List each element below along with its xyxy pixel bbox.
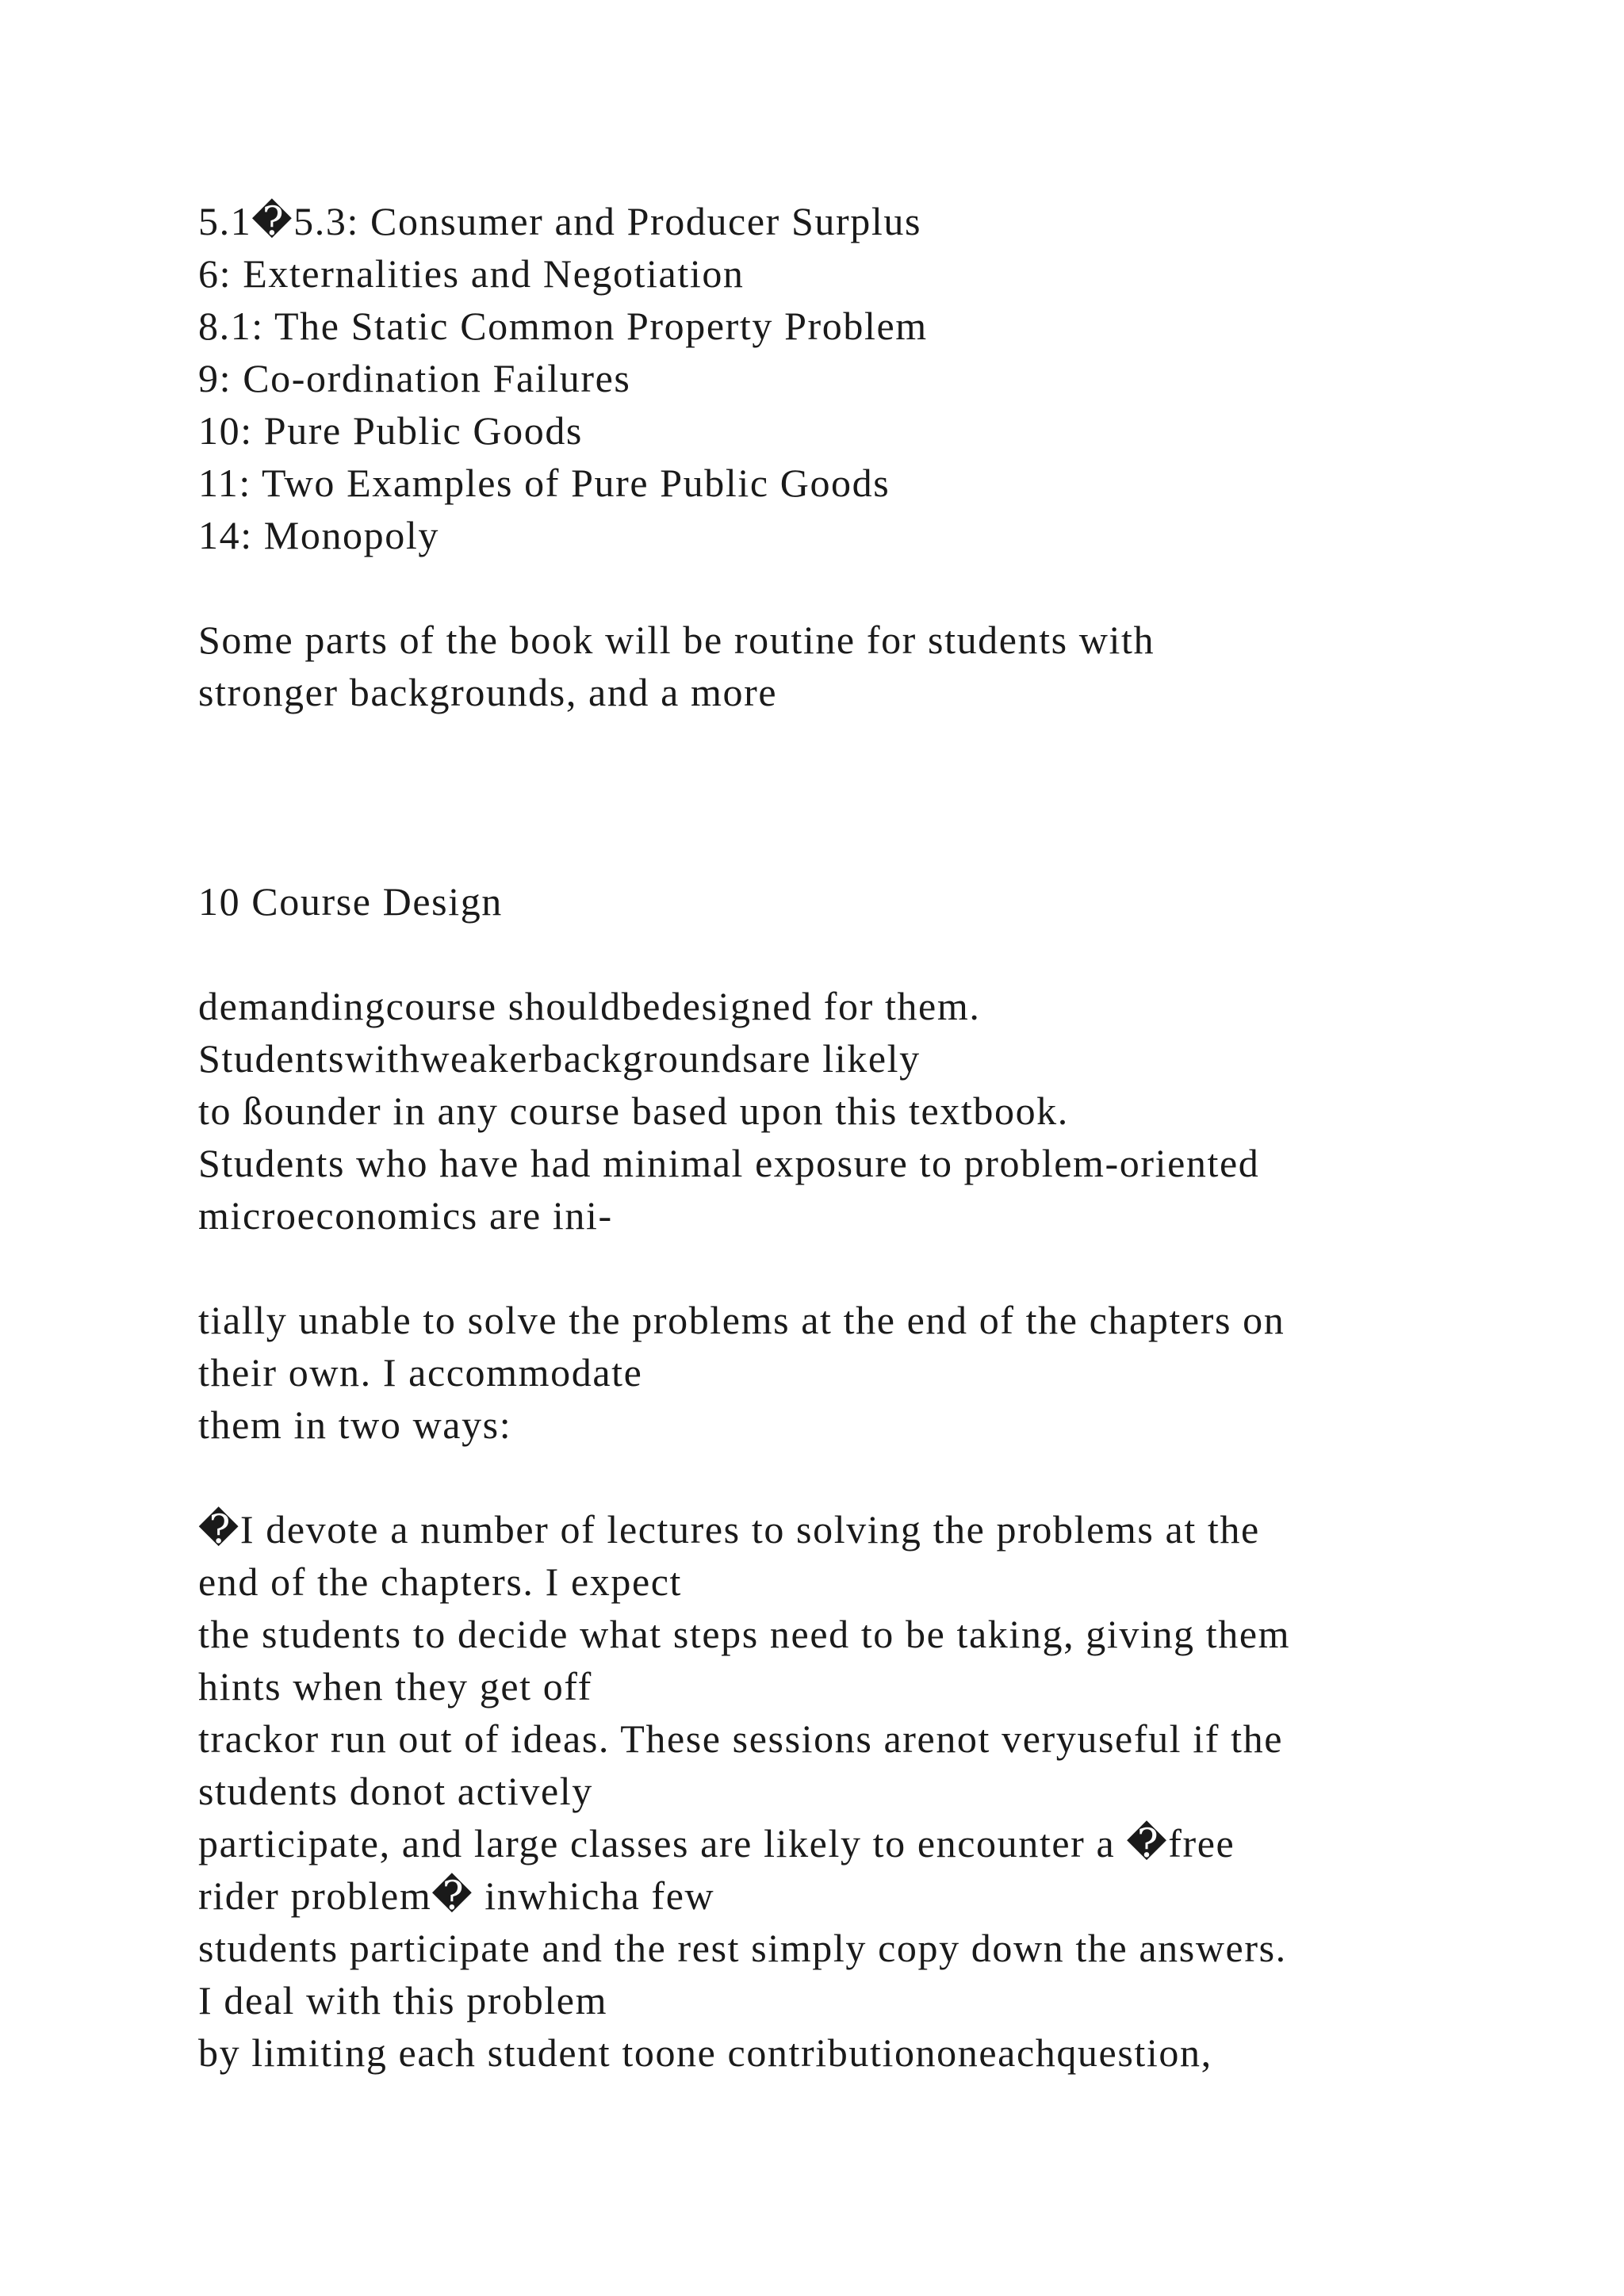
document-page	[198, 195, 1546, 2079]
paragraph-2	[198, 1294, 1546, 1451]
text-line: trackor run out of ideas. These sessions arenot veryuseful if the	[198, 1716, 1283, 1761]
chapter-item: 6: Externalities and Negotiation	[198, 251, 745, 296]
text-line: Studentswithweakerbackgroundsare likely	[198, 1036, 921, 1081]
chapter-item: 14: Monopoly	[198, 513, 439, 557]
chapter-item: 5.1�5.3: Consumer and Producer Surplus	[198, 199, 921, 243]
text-line: their own. I accommodate	[198, 1350, 643, 1395]
intro-paragraph	[198, 614, 1546, 718]
chapter-list	[198, 195, 1546, 561]
page-header: 10 Course Design	[198, 879, 503, 924]
text-line: Students who have had minimal exposure to problem-oriented	[198, 1141, 1260, 1185]
text-line: demandingcourse shouldbedesigned for them.	[198, 984, 981, 1028]
text-line: end of the chapters. I expect	[198, 1559, 683, 1604]
text-line: tially unable to solve the problems at the end of the chapters on	[198, 1298, 1285, 1342]
paragraph-3	[198, 1503, 1546, 2079]
paragraph-1	[198, 980, 1546, 1242]
text-line: Some parts of the book will be routine for students with	[198, 618, 1155, 662]
text-line: �I devote a number of lectures to solving the problems at the	[198, 1507, 1260, 1552]
text-line: participate, and large classes are likely to encounter a �free	[198, 1821, 1235, 1866]
text-line: students participate and the rest simply copy down the answers.	[198, 1926, 1287, 1970]
text-line: them in two ways:	[198, 1402, 512, 1447]
chapter-item: 10: Pure Public Goods	[198, 408, 583, 453]
text-line: hints when they get off	[198, 1664, 592, 1709]
text-line: stronger backgrounds, and a more	[198, 670, 778, 714]
text-line: students donot actively	[198, 1769, 593, 1813]
chapter-item: 9: Co-ordination Failures	[198, 356, 631, 400]
text-line: by limiting each student toone contributiononeachquestion,	[198, 2030, 1212, 2075]
text-line: I deal with this problem	[198, 1978, 608, 2022]
chapter-item: 11: Two Examples of Pure Public Goods	[198, 461, 891, 505]
text-line: to ßounder in any course based upon this textbook.	[198, 1089, 1069, 1133]
text-line: microeconomics are ini-	[198, 1193, 613, 1238]
text-line: rider problem� inwhicha few	[198, 1873, 715, 1918]
text-line: the students to decide what steps need to be taking, giving them	[198, 1612, 1291, 1656]
chapter-item: 8.1: The Static Common Property Problem	[198, 304, 928, 348]
